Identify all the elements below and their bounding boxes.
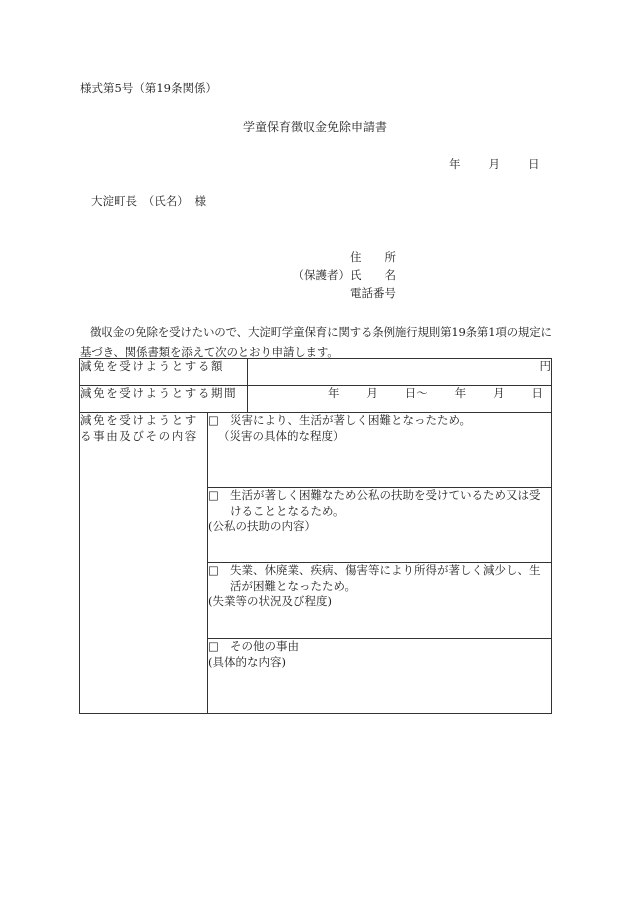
name-label: （保護者）氏 名 <box>292 268 396 282</box>
form-number: 様式第5号（第19条関係） <box>80 81 217 95</box>
reason-detail: (失業等の状況及び程度) <box>208 594 332 609</box>
amount-unit: 円 <box>539 359 551 373</box>
period-label: 減免を受けようとする期間 <box>80 386 248 413</box>
reason-text: その他の事由 <box>230 639 299 653</box>
date-line <box>449 157 540 172</box>
period-end-year: 年 <box>454 386 467 400</box>
reason-detail: (公私の扶助の内容） <box>208 519 316 534</box>
reason-detail: （災害の具体的な程度） <box>218 428 345 443</box>
amount-label: 減免を受けようとする額 <box>80 359 248 386</box>
reason-text: 災害により、生活が著しく困難となったため。 <box>230 413 472 427</box>
date-year: 年 <box>449 157 461 171</box>
phone-label: 電話番号 <box>350 286 396 300</box>
period-field[interactable] <box>248 386 552 413</box>
reason-text: 生活が著しく困難なため公私の扶助を受けているため又は受けることとなるため。 <box>230 488 541 518</box>
reason-unemployment[interactable] <box>208 563 552 639</box>
reason-text: 失業、休廃業、疾病、傷害等により所得が著しく減少し、生活が困難となったため。 <box>230 563 541 593</box>
application-table <box>79 358 552 714</box>
reason-label: 減免を受けようとする事由及びその内容 <box>80 413 208 714</box>
period-start-month: 月 <box>366 386 378 400</box>
reason-disaster[interactable] <box>208 413 552 488</box>
period-end-month: 月 <box>493 386 505 400</box>
checkbox-icon[interactable]: □ <box>208 563 219 577</box>
period-end-day: 日 <box>531 386 543 400</box>
period-start-day: 日～ <box>404 386 428 400</box>
checkbox-icon[interactable]: □ <box>208 488 219 502</box>
document-title: 学童保育徴収金免除申請書 <box>242 120 387 134</box>
checkbox-icon[interactable]: □ <box>208 413 219 427</box>
addressee: 大淀町長 （氏名） 様 <box>91 194 206 208</box>
date-day: 日 <box>528 157 540 171</box>
address-label: 住 所 <box>350 250 396 264</box>
application-statement: 徴収金の免除を受けたいので、大淀町学童保育に関する条例施行規則第19条第1項の規定に基づき、関係書類を添えて次のとおり申請します。 <box>80 325 552 359</box>
date-month: 月 <box>488 157 500 171</box>
checkbox-icon[interactable]: □ <box>208 639 219 653</box>
reason-public-assistance[interactable] <box>208 488 552 563</box>
reason-other[interactable] <box>208 639 552 714</box>
period-start-year: 年 <box>328 386 340 400</box>
reason-detail: (具体的な内容) <box>208 654 286 669</box>
amount-field[interactable] <box>248 359 552 386</box>
